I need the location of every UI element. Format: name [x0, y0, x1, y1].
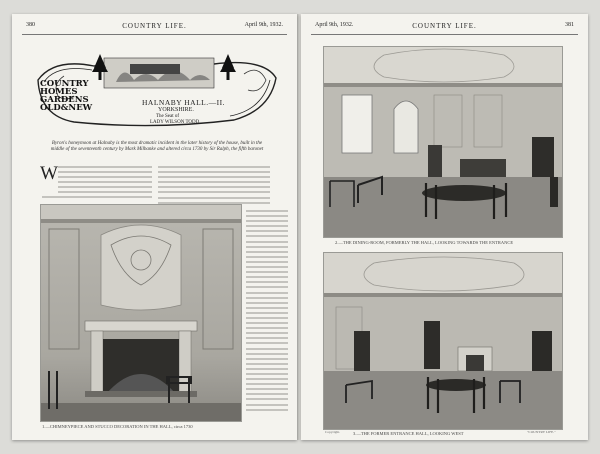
- article-standfirst: Byron's honeymoon at Halnaby is the most dramatic incident in the later history of the house, built in the middle of the seventeenth century by Mark Milbanke and altered circa 1730 by Sir Ralph, the fifth baronet: [50, 141, 264, 152]
- figure-3-caption: 3.—THE FORMER ENTRANCE HALL, LOOKING WEST: [353, 431, 464, 436]
- masthead-ornament: [34, 50, 280, 128]
- masthead-title: COUNTRY HOMES GARDENS OLD&NEW: [40, 79, 93, 113]
- left-column-3-text: [246, 210, 288, 416]
- figure-2-caption: 2.—THE DINING-ROOM, FORMERLY THE HALL, LOOKING TOWARDS THE ENTRANCE: [335, 240, 514, 245]
- left-running-title: COUNTRY LIFE.: [122, 22, 187, 30]
- drop-cap: W: [40, 163, 58, 184]
- left-page-number: 380: [26, 22, 35, 28]
- figure-3-copyright: Copyright.: [325, 430, 341, 434]
- left-column-2-text: [158, 166, 270, 204]
- left-date: April 9th, 1932.: [244, 22, 283, 28]
- right-head-rule: [311, 34, 578, 35]
- left-column-1-text-cont: [42, 196, 152, 202]
- left-running-head: [12, 22, 297, 32]
- left-column-1-text: [58, 166, 152, 196]
- figure-2-photo: [323, 46, 563, 238]
- article-byline-intro: The Seat of: [156, 114, 180, 119]
- article-byline-name: LADY WILSON TODD.: [150, 120, 201, 125]
- right-page-number: 381: [565, 22, 574, 28]
- right-page: [301, 14, 588, 440]
- dining-room-illustration: [324, 47, 562, 237]
- article-subtitle: YORKSHIRE.: [158, 107, 194, 113]
- right-date: April 9th, 1932.: [315, 22, 354, 28]
- entrance-hall-illustration: [324, 253, 562, 429]
- left-page: [12, 14, 297, 440]
- right-running-head: [301, 22, 588, 32]
- figure-1-caption: 1.—CHIMNEYPIECE AND STUCCO DECORATION IN THE HALL, circa 1730: [42, 424, 193, 429]
- figure-3-credit: "COUNTRY LIFE.": [527, 430, 556, 434]
- right-running-title: COUNTRY LIFE.: [412, 22, 477, 30]
- figure-1-photo: [40, 204, 242, 422]
- figure-3-photo: [323, 252, 563, 430]
- article-title: HALNABY HALL.—II.: [142, 98, 226, 107]
- left-head-rule: [22, 34, 287, 35]
- chimneypiece-illustration: [41, 205, 241, 421]
